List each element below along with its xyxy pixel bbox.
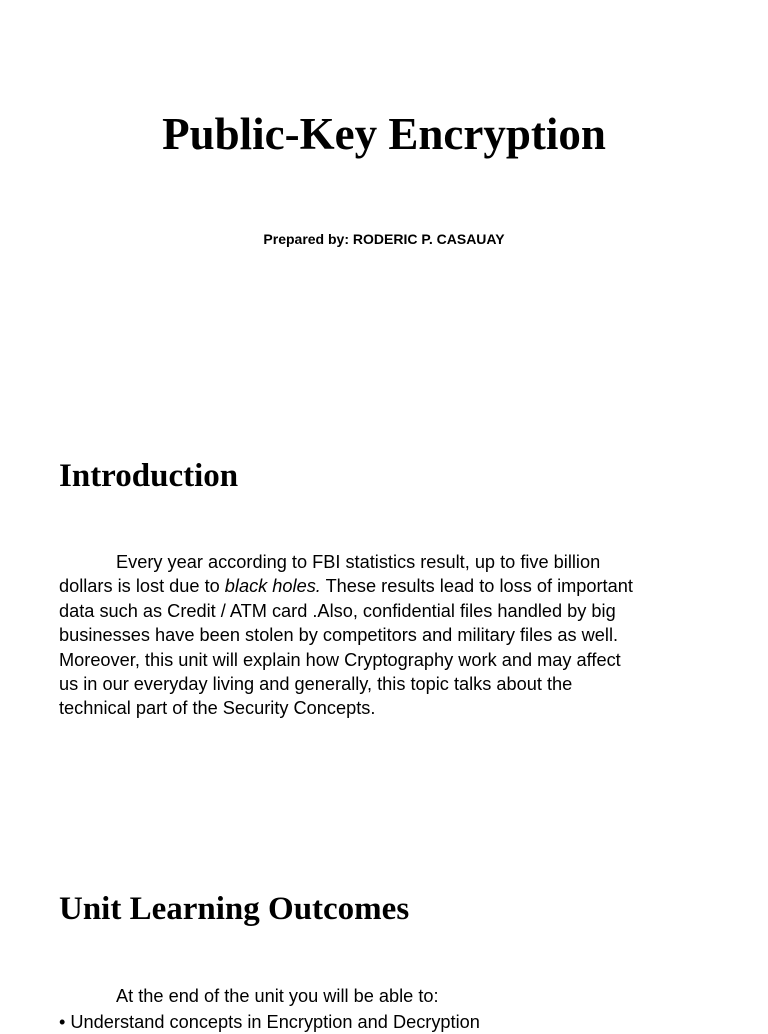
intro-line-5: Moreover, this unit will explain how Cryptography work and may affect [59, 649, 621, 670]
intro-line-7: technical part of the Security Concepts. [59, 698, 376, 719]
intro-line-2 [59, 574, 719, 598]
learning-outcome-item [59, 1010, 480, 1034]
learning-outcome-text: Understand concepts in Encryption and Decryption [70, 1012, 480, 1032]
bullet-icon: • [59, 1012, 71, 1032]
intro-line-1: Every year according to FBI statistics result, up to five billion [116, 552, 601, 572]
intro-line-2-start: dollars is lost due to [59, 576, 225, 597]
intro-line-2-end: These results lead to loss of important [320, 576, 633, 597]
intro-line-3: data such as Credit / ATM card .Also, confidential files handled by big [59, 600, 616, 621]
intro-emphasis-black-holes: black holes. [224, 576, 321, 597]
author-byline: Prepared by: RODERIC P. CASAUAY [263, 231, 505, 247]
introduction-paragraph [59, 550, 719, 721]
introduction-heading: Introduction [59, 458, 239, 494]
intro-line-4: businesses have been stolen by competitors and military files as well. [59, 625, 619, 646]
document-title: Public-Key Encryption [162, 109, 606, 159]
intro-line-6: us in our everyday living and generally, this topic talks about the [59, 674, 573, 695]
learning-outcomes-heading: Unit Learning Outcomes [59, 891, 410, 927]
learning-outcomes-lead: At the end of the unit you will be able to: [116, 986, 439, 1006]
